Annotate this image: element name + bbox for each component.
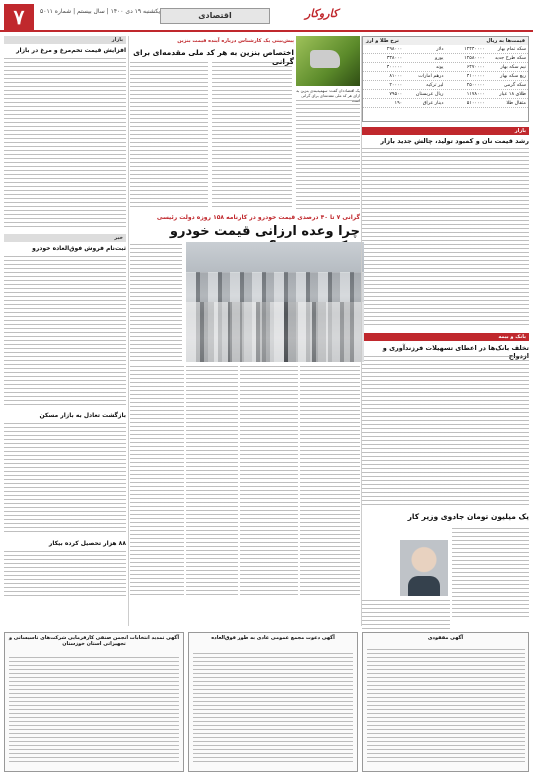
left-article-body-4 [4, 551, 126, 599]
price-table [362, 36, 529, 122]
price-value: ۱۲۴۴۰۰۰۰ [464, 47, 485, 52]
left-article-body-2 [4, 256, 126, 406]
price-value: ۱۱۷۸۰۰۰ [466, 92, 485, 97]
fuel-nozzle-photo [296, 36, 360, 86]
assembly-ad-title: آگهی دعوت مجمع عمومی عادی به طور فوق‌العاده [211, 635, 335, 641]
bank-article-body [362, 356, 529, 506]
car-kicker: گرانی ۷ تا ۴۰ درصدی قیمت خودرو در کارنامه ۱۵۸ روزه دولت رئیسی [156, 214, 360, 221]
price-row [363, 72, 528, 81]
right-headline-3: یک میلیون تومان جادوی وزیر کار [407, 512, 529, 521]
price-name: ربع سکه بهار [500, 74, 526, 79]
currency-name: دینار عراق [422, 101, 444, 106]
right-headline-1: رشد قیمت نان و کمبود تولید، چالش جدید بازار [380, 137, 529, 145]
header-rule [0, 30, 533, 32]
price-name: سکه تمام بهار [497, 47, 526, 52]
currency-value: ۷۹۵۰۰ [389, 92, 403, 97]
price-value: ۱۲۵۸۰۰۰۰ [464, 56, 485, 61]
price-value: ۶۴۷۰۰۰۰ [466, 65, 485, 70]
fuel-kicker: پیش‌بینی یک کارشناس درباره آینده قیمت بنزین [177, 38, 294, 44]
price-row [363, 63, 528, 72]
price-name: مثقال طلا [506, 101, 526, 106]
price-value: ۲۵۰۰۰۰۰ [466, 83, 485, 88]
right-article-body [362, 148, 529, 328]
section-title: اقتصادی [160, 8, 270, 24]
price-name: طلای ۱۸ عیار [499, 92, 526, 97]
left-headline-1: افزایش قیمت تخم‌مرغ و مرغ در بازار [16, 47, 126, 54]
fuel-headline: اختصاص بنزین به هر کد ملی مقدمه‌ای برای گرانی [133, 48, 294, 66]
minister-article-body-2 [362, 600, 450, 630]
currency-name: درهم امارات [418, 74, 444, 79]
column-divider [128, 36, 129, 626]
left-headline-3: بازگشت تعادل به بازار مسکن [39, 412, 126, 419]
parked-cars-photo [186, 242, 364, 362]
currency-name: دلار [436, 47, 444, 52]
tender-ad-title: آگهی تمدید انتخابات انجمن صنفی کارفرمایی شرکت‌های تاسیساتی و تجهیزاتی استان خوزستان [8, 635, 180, 647]
currency-value: ۲۰۰۰۰ [389, 83, 403, 88]
right-section-label: بازار [362, 127, 529, 135]
left-article-body-3 [4, 423, 126, 533]
price-value: ۴۱۰۰۰۰۰ [466, 74, 485, 79]
fuel-photo-caption: یک اقتصاددان گفت: سهمیه‌بندی بنزین به ازای هر کد ملی مقدمه‌ای برای گرانی است [296, 88, 360, 103]
price-name: سکه طرح جدید [494, 56, 526, 61]
car-article-col-4 [130, 366, 184, 596]
page-number: ۷ [4, 4, 34, 32]
price-row [363, 54, 528, 63]
price-name: سکه گرمی [503, 83, 526, 88]
car-article-col-3 [186, 366, 238, 596]
currency-name: لیر ترکیه [426, 83, 444, 88]
left-news-label: خبر [4, 234, 126, 242]
car-headline: چرا وعده ارزانی قیمت خودرو [169, 224, 360, 239]
newspaper-logo: کاروکار [305, 7, 339, 20]
price-value: ۵۱۰۰۰۰۰ [466, 101, 485, 106]
minister-article-body [452, 528, 529, 618]
price-name: نیم سکه بهار [500, 65, 526, 70]
price-row [363, 99, 528, 108]
currency-value: ۸۱۰۰۰ [389, 74, 403, 79]
right-headline-2: تخلف بانک‌ها در اعطای تسهیلات فرزندآوری و ازدواج [382, 344, 529, 360]
price-table-subtitle: نرخ طلا و ارز [366, 38, 399, 44]
assembly-ad [188, 632, 358, 772]
currency-name: یورو [435, 56, 444, 61]
price-row [363, 81, 528, 90]
tender-ad [4, 632, 184, 772]
currency-value: ۱۹۰ [394, 101, 403, 106]
tender-ad-body [9, 657, 179, 765]
lost-notice-title: آگهی مفقودی [427, 635, 464, 641]
fuel-article-col-2 [212, 62, 292, 210]
currency-name: ریال عربستان [415, 92, 444, 97]
assembly-ad-body [193, 653, 353, 765]
currency-value: ۴۰۰۰۰۰ [386, 65, 403, 70]
left-headline-2: ثبت‌نام فروش فوق‌العاده خودرو [32, 245, 126, 252]
fuel-article-col-1 [296, 100, 360, 210]
lost-notice-ad [362, 632, 529, 772]
left-section-label: بازار [4, 36, 126, 44]
price-row [363, 45, 528, 54]
left-headline-4: ۸۸ هزار تحصیل کرده بیکار [48, 540, 126, 547]
date-line: یکشنبه ۱۹ دی ۱۴۰۰ | سال بیستم | شماره ۵۰۱۱ [40, 8, 161, 15]
fuel-article-col-3 [130, 62, 208, 210]
currency-name: پوند [435, 65, 444, 70]
price-row [363, 90, 528, 99]
lost-notice-body [367, 649, 525, 765]
car-article-col-2 [240, 366, 298, 596]
currency-value: ۲۹۸۰۰۰ [386, 47, 403, 52]
price-table-header [363, 37, 528, 45]
car-article-col-1 [300, 366, 360, 596]
price-table-title: قیمت‌ها به ریال [486, 38, 525, 44]
currency-value: ۳۳۸۰۰۰ [386, 56, 403, 61]
car-side-column [130, 244, 182, 362]
minister-portrait [400, 540, 448, 596]
column-divider [361, 36, 362, 626]
left-article-body-1 [4, 58, 126, 228]
bank-section-label: بانک و بیمه [362, 333, 529, 341]
